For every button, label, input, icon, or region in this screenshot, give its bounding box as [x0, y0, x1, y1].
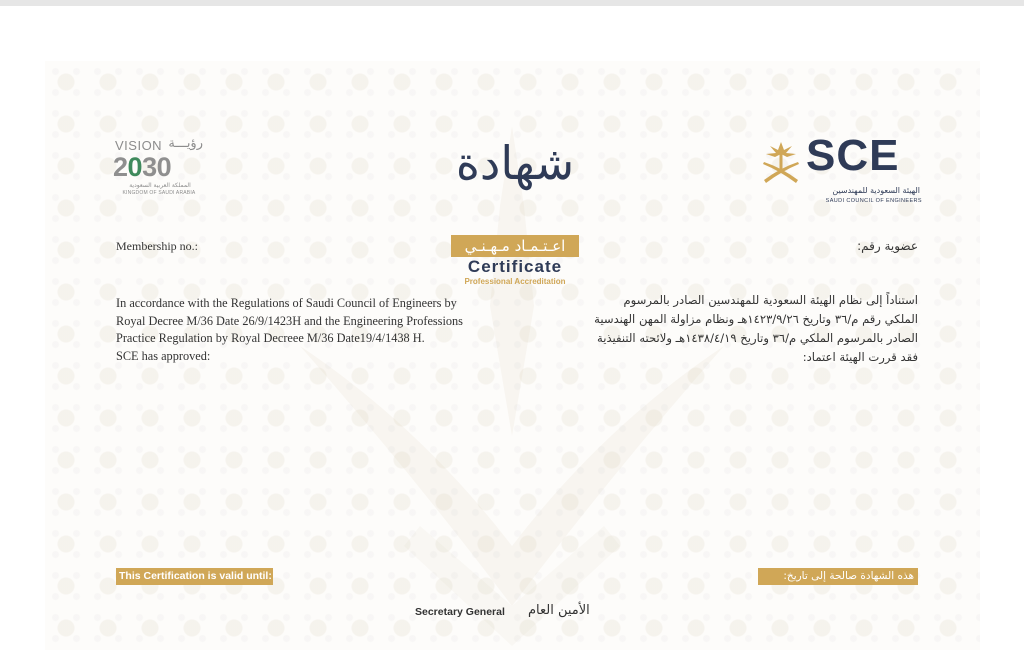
body-en-line: In accordance with the Regulations of Saudi Council of Engineers by — [116, 296, 457, 310]
body-ar-line: استناداً إلى نظام الهيئة السعودية للمهندسين الصادر بالمرسوم — [623, 293, 918, 307]
membership-label-en: Membership no.: — [116, 239, 198, 253]
secretary-general-label-ar: الأمين العام — [528, 603, 590, 618]
vision-word: VISION — [115, 138, 163, 153]
sce-logo — [760, 131, 922, 212]
vision-year-2: 2 — [113, 152, 128, 182]
body-text-ar — [530, 291, 918, 367]
sce-letters: SCE — [806, 131, 900, 180]
certificate-title-en: Certificate — [467, 257, 563, 276]
certificate — [0, 6, 1024, 650]
sce-name-en: SAUDI COUNCIL OF ENGINEERS — [825, 198, 922, 204]
body-text-en — [116, 295, 488, 365]
membership-label-ar: عضوية رقم: — [857, 239, 918, 253]
body-ar-line: فقد قررت الهيئة اعتماد: — [802, 350, 918, 364]
vision-subtitle-ar: المملكة العربية السعودية — [129, 182, 191, 189]
accreditation-badge: اعـتـمـاد مـهـنـي — [451, 235, 579, 257]
vision-year — [113, 152, 171, 183]
palm-swords-emblem-icon — [760, 140, 802, 186]
sce-name-ar: الهيئة السعودية للمهندسين — [832, 186, 920, 195]
vision-year-0: 0 — [127, 152, 143, 182]
validity-label-ar: هذه الشهادة صالحة إلى تاريخ: — [758, 568, 918, 585]
body-en-line: Practice Regulation by Royal Decreee M/36 Date19/4/1438 H. — [116, 331, 425, 345]
certificate-subtitle-en: Professional Accreditation — [464, 277, 566, 286]
certificate-title-ar: شهادة — [455, 136, 575, 190]
vision-subtitle-en: KINGDOM OF SAUDI ARABIA — [122, 190, 196, 196]
body-en-line: Royal Decree M/36 Date 26/9/1423H and the Engineering Professions — [116, 313, 463, 328]
vision-word-ar: رؤيـــة — [168, 136, 203, 151]
body-ar-line: الملكي رقم م/٣٦ وتاريخ ١٤٢٣/٩/٢٦هـ ونظام مزاولة المهن الهندسية — [594, 312, 918, 326]
vision-2030-logo — [113, 138, 205, 200]
validity-label-en: This Certification is valid until: — [116, 568, 273, 585]
body-en-line: SCE has approved: — [116, 348, 211, 363]
body-ar-line: الصادر بالمرسوم الملكي م/٣٦ وتاريخ ١٤٣٨/٤/١٩هـ ولائحته التنفيذية — [597, 331, 918, 345]
vision-year-30: 30 — [142, 152, 172, 182]
secretary-general-label-en: Secretary General — [415, 606, 505, 618]
